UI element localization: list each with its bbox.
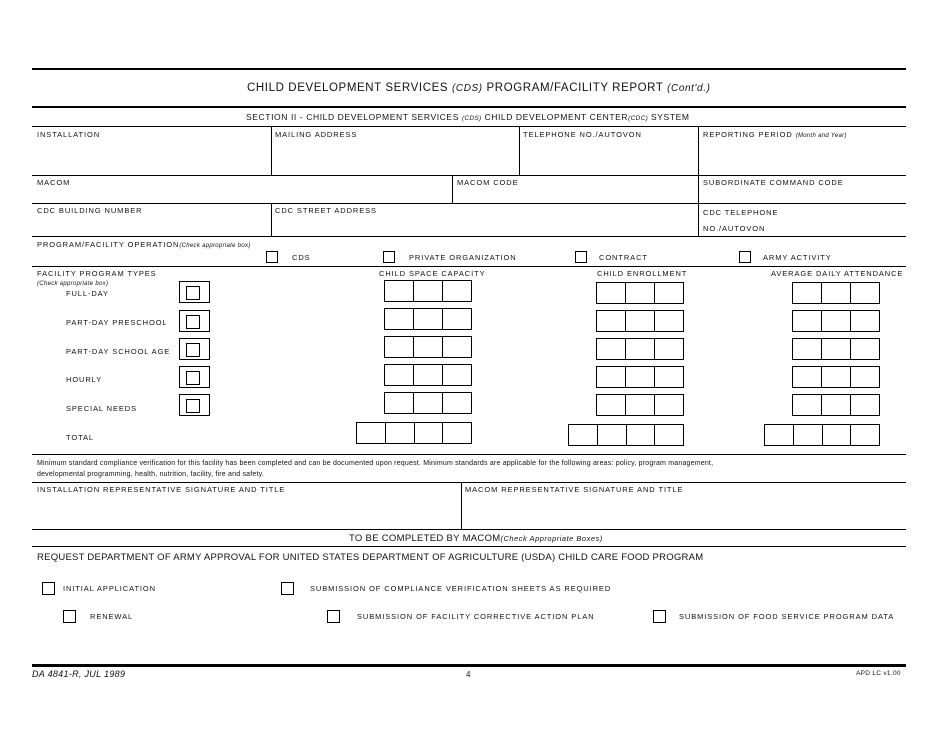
divider [519,126,520,175]
special-needs-enrollment-field[interactable] [596,394,684,416]
part-day-school-age-checkbox[interactable] [179,338,210,360]
army-activity-checkbox[interactable] [739,251,751,263]
divider [271,126,272,175]
mailing-address-field[interactable] [274,140,516,174]
renewal-label: RENEWAL [90,612,134,621]
subordinate-command-code-label: SUBORDINATE COMMAND CODE [703,178,844,187]
page-number: 4 [466,670,471,679]
rule [32,236,906,237]
contract-label: CONTRACT [599,253,648,262]
bottom-rule [32,664,906,667]
mailing-address-label: MAILING ADDRESS [275,130,358,139]
divider [271,203,272,236]
average-daily-attendance-header: AVERAGE DAILY ATTENDANCE [771,269,904,278]
compliance-statement: Minimum standard compliance verification for this facility has been completed and can be documented upon request. Minimum standards are applicable for the following areas: policy, program management, developmental programming, health, nutrition, facility, fire and safety. [37,460,714,478]
subordinate-command-code-field[interactable] [701,188,905,203]
total-enrollment-field[interactable] [568,424,684,446]
form-id: DA 4841-R, JUL 1989 [32,669,126,679]
form-title: CHILD DEVELOPMENT SERVICES (CDS) PROGRAM/FACILITY REPORT (Cont'd.) [247,82,711,94]
rule [32,126,906,127]
full-day-enrollment-field[interactable] [596,282,684,304]
special-needs-checkbox[interactable] [179,394,210,416]
full-day-capacity-field[interactable] [384,280,472,302]
installation-label: INSTALLATION [37,130,101,139]
contract-checkbox[interactable] [575,251,587,263]
hourly-enrollment-field[interactable] [596,366,684,388]
usda-request-text: REQUEST DEPARTMENT OF ARMY APPROVAL FOR UNITED STATES DEPARTMENT OF AGRICULTURE (USDA) CHILD CARE FOOD PROGRAM [37,552,704,563]
reporting-period-label: REPORTING PERIOD (Month and Year) [703,130,847,139]
macom-code-label: MACOM CODE [457,178,519,187]
hourly-capacity-field[interactable] [384,364,472,386]
cds-option-label: CDS [292,253,311,262]
rule [32,266,906,267]
part-day-preschool-enrollment-field[interactable] [596,310,684,332]
version-label: APD LC v1.00 [856,670,901,677]
section-ii-header: SECTION II - CHILD DEVELOPMENT SERVICES (CDS) CHILD DEVELOPMENT CENTER(CDC) SYSTEM [246,112,690,122]
cdc-telephone-label: CDC TELEPHONE NO./AUTOVON [703,208,779,233]
program-types-label: FACILITY PROGRAM TYPES [37,269,157,278]
cds-checkbox[interactable] [266,251,278,263]
installation-rep-signature-field[interactable] [36,496,458,528]
special-needs-capacity-field[interactable] [384,392,472,414]
rule [32,546,906,547]
compliance-sheets-checkbox[interactable] [281,582,294,595]
part-day-preschool-checkbox[interactable] [179,310,210,332]
operation-label: PROGRAM/FACILITY OPERATION(Check appropriate box) [37,240,251,249]
full-day-attendance-field[interactable] [792,282,880,304]
total-label: TOTAL [66,433,94,442]
cdc-building-number-field[interactable] [36,216,268,235]
rule [32,482,906,483]
rule [32,175,906,176]
part-day-school-age-capacity-field[interactable] [384,336,472,358]
corrective-action-label: SUBMISSION OF FACILITY CORRECTIVE ACTION PLAN [357,612,595,621]
compliance-sheets-label: SUBMISSION OF COMPLIANCE VERIFICATION SHEETS AS REQUIRED [310,584,612,593]
installation-rep-label: INSTALLATION REPRESENTATIVE SIGNATURE AND TITLE [37,485,286,494]
macom-section-title: TO BE COMPLETED BY MACOM(Check Appropriate Boxes) [349,533,603,544]
child-space-capacity-header: CHILD SPACE CAPACITY [379,269,486,278]
top-rule [32,68,906,70]
program-type-label: PART-DAY SCHOOL AGE [66,347,171,356]
macom-rep-label: MACOM REPRESENTATIVE SIGNATURE AND TITLE [465,485,684,494]
private-organization-label: PRIVATE ORGANIZATION [409,253,517,262]
program-types-note: (Check appropriate box) [37,281,109,287]
macom-label: MACOM [37,178,71,187]
cdc-building-number-label: CDC BUILDING NUMBER [37,206,143,215]
divider [452,175,453,204]
total-capacity-field[interactable] [356,422,472,444]
army-activity-label: ARMY ACTIVITY [763,253,832,262]
telephone-label: TELEPHONE NO./AUTOVON [523,130,642,139]
installation-field[interactable] [36,140,268,174]
child-enrollment-header: CHILD ENROLLMENT [597,269,688,278]
macom-rep-signature-field[interactable] [464,496,905,528]
renewal-checkbox[interactable] [63,610,76,623]
rule [32,203,906,204]
program-type-label: SPECIAL NEEDS [66,404,138,413]
program-type-label: PART-DAY PRESCHOOL [66,318,168,327]
part-day-school-age-attendance-field[interactable] [792,338,880,360]
part-day-preschool-capacity-field[interactable] [384,308,472,330]
title-rule [32,106,906,108]
corrective-action-checkbox[interactable] [327,610,340,623]
rule [32,529,906,530]
program-type-label: FULL-DAY [66,289,109,298]
divider [461,482,462,529]
food-service-checkbox[interactable] [653,610,666,623]
food-service-label: SUBMISSION OF FOOD SERVICE PROGRAM DATA [679,612,895,621]
telephone-field[interactable] [522,140,696,174]
macom-code-field[interactable] [455,188,696,203]
divider [698,175,699,204]
hourly-attendance-field[interactable] [792,366,880,388]
hourly-checkbox[interactable] [179,366,210,388]
divider [698,203,699,236]
rule [32,454,906,455]
total-attendance-field[interactable] [764,424,880,446]
initial-application-checkbox[interactable] [42,582,55,595]
initial-application-label: INITIAL APPLICATION [63,584,156,593]
part-day-school-age-enrollment-field[interactable] [596,338,684,360]
special-needs-attendance-field[interactable] [792,394,880,416]
divider [698,126,699,175]
private-organization-checkbox[interactable] [383,251,395,263]
reporting-period-field[interactable] [701,140,905,174]
part-day-preschool-attendance-field[interactable] [792,310,880,332]
full-day-checkbox[interactable] [179,281,210,303]
cdc-street-address-label: CDC STREET ADDRESS [275,206,377,215]
cdc-street-address-field[interactable] [274,216,696,235]
program-type-label: HOURLY [66,375,103,384]
macom-field[interactable] [36,188,450,203]
